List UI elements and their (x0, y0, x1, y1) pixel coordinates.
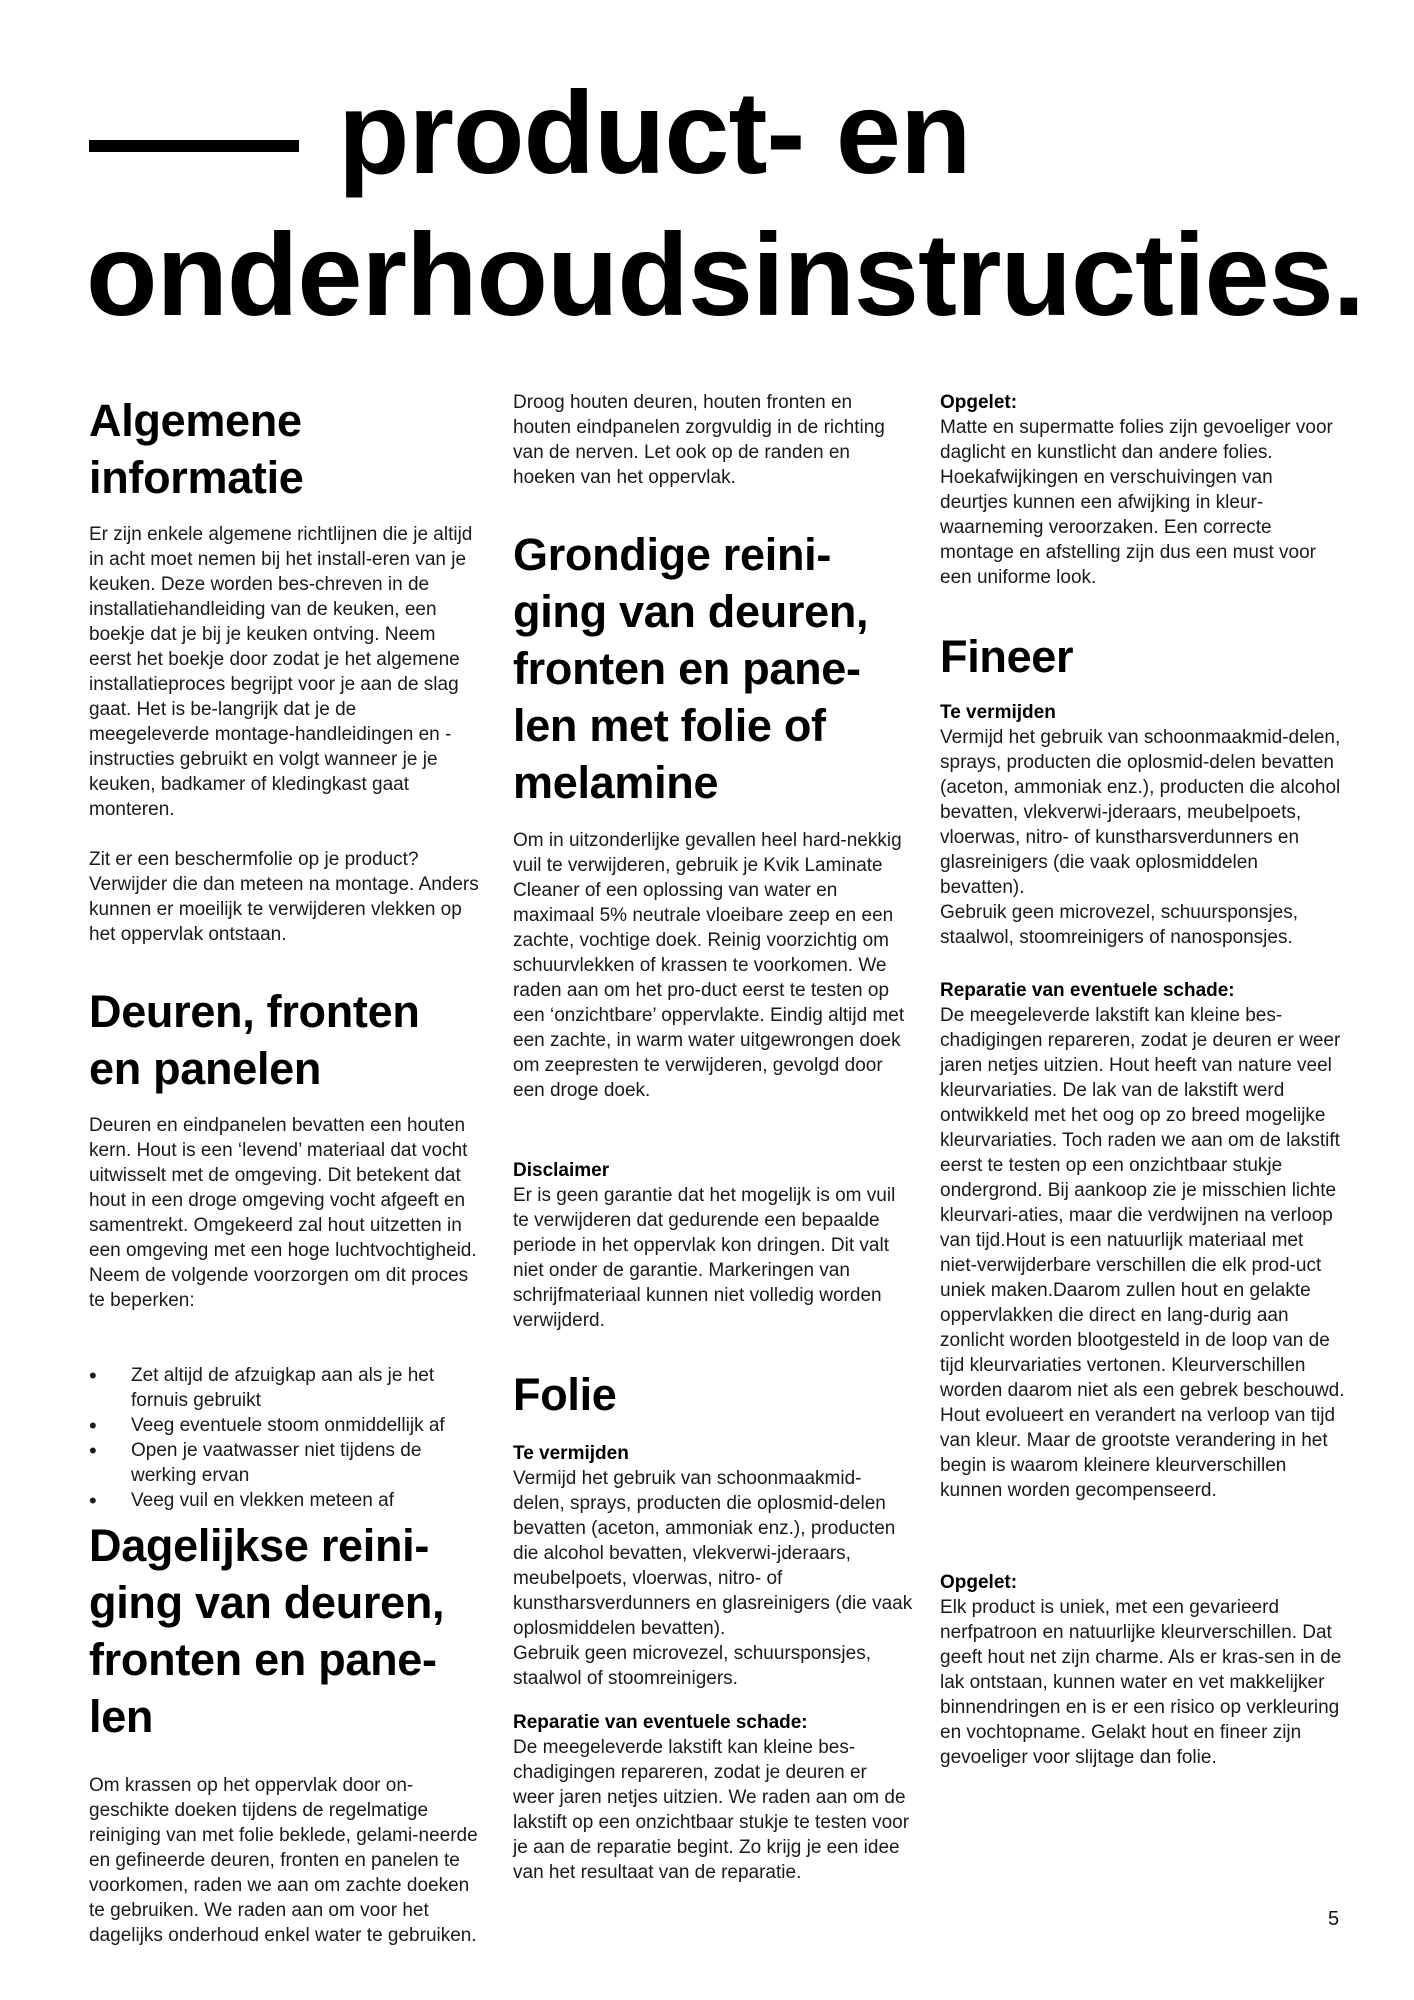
heading-grondige-reiniging: Grondige reini-ging van deuren, fronten en pane-len met folie of melamine (513, 529, 869, 808)
folie-avoid-block (513, 1441, 913, 1691)
fineer-repair-label: Reparatie van eventuele schade: (940, 980, 1235, 1001)
folie-avoid-text-2: Gebruik geen microvezel, schuursponsjes, staalwol of stoomreinigers. (513, 1643, 872, 1689)
heading-folie: Folie (513, 1369, 617, 1420)
section-deuren-fronten-panelen (89, 983, 479, 1097)
opgelet-text-1: Matte en supermatte folies zijn gevoeliger voor daglicht en kunstlicht dan andere folies. Hoekafwijkingen en verschuivingen van deurtjes kunnen een afwijking in kleur-waarneming veroorzaken. Een correcte montage en afstelling zijn dus een must voor een uniforme look. (940, 417, 1333, 588)
dagelijkse-paragraph: Om krassen op het oppervlak door on-geschikte doeken tijdens de regelmatige reiniging van met folie beklede, gelami-neerde en gefineerde deuren, fronten en panelen te voorkomen, raden we aan om zachte doeken te gebruiken. We raden aan om voor het dagelijks onderhoud enkel water te gebruiken. (89, 1775, 478, 1946)
folie-avoid-text: Vermijd het gebruik van schoonmaakmid-delen, sprays, producten die oplosmid-delen bevatten (aceton, ammoniak enz.), producten die alcohol bevatten, vlekverwi-jderaars, meubelpoets, vloerwas, nitro- of kunstharsverdunners en glasreinigers (die vaak oplosmiddelen bevatten). (513, 1468, 913, 1639)
page-title-line2: onderhoudsinstructies. (86, 209, 1365, 340)
heading-algemene-informatie: Algemene informatie (89, 395, 304, 503)
disclaimer-block (513, 1158, 913, 1333)
deuren-bullet-list-block (89, 1363, 489, 1513)
algemene-paragraph-1: Er zijn enkele algemene richtlijnen die je altijd in acht moet nemen bij het install-eren van je keuken. Deze worden bes-chreven in de installatiehandleiding van de keuken, een boekje dat je bij je keuken ontving. Neem eerst het boekje door zodat je het algemene installatieproces begrijpt voor je aan de slag gaat. Het is be-langrijk dat je de meegeleverde montage-handleidingen en -instructies gebruikt en volgt wanneer je je keuken, badkamer of kledingkast gaat monteren. (89, 524, 473, 820)
disclaimer-label: Disclaimer (513, 1160, 610, 1181)
section-folie (513, 1366, 913, 1423)
disclaimer-text: Er is geen garantie dat het mogelijk is om vuil te verwijderen dat gedurende een bepaalde periode in het oppervlak kon dringen. Dit valt niet onder de garantie. Markeringen van schrijfmateriaal kunnen niet volledig worden verwijderd. (513, 1185, 896, 1331)
bullet-item: • Zet altijd de afzuigkap aan als je het fornuis gebruikt (89, 1363, 489, 1413)
page-number: 5 (1328, 1908, 1340, 1930)
drying-intro-paragraph: Droog houten deuren, houten fronten en houten eindpanelen zorgvuldig in de richting van de nerven. Let ook op de randen en hoeken van het oppervlak. (513, 392, 885, 488)
opgelet-folies-block (940, 390, 1345, 590)
heading-dagelijkse-reiniging: Dagelijkse reini-ging van deuren, fronten en pane-len (89, 1520, 445, 1742)
heading-fineer: Fineer (940, 631, 1074, 682)
page-title-line1: product- en (338, 67, 971, 198)
bullet-item: • Veeg eventuele stoom onmiddellijk af (89, 1413, 489, 1438)
page-title (86, 62, 1364, 346)
algemene-paragraph-2: Zit er een beschermfolie op je product? Verwijder die dan meteen na montage. Anders kunnen er moeilijk te verwijderen vlekken op het oppervlak ontstaan. (89, 849, 479, 945)
folie-repair-label: Reparatie van eventuele schade: (513, 1712, 808, 1733)
folie-repair-text: De meegeleverde lakstift kan kleine bes-chadigingen repareren, zodat je deuren er weer jaren netjes uitzien. We raden aan om de lakstift op een onzichtbaar stukje te testen voor je aan de reparatie begint. Zo krijg je een idee van het resultaat van de reparatie. (513, 1737, 910, 1883)
fineer-avoid-text-2: Gebruik geen microvezel, schuursponsjes, staalwol, stoomreinigers of nanosponsjes. (940, 902, 1299, 948)
bullet-item: • Veeg vuil en vlekken meteen af (89, 1488, 489, 1513)
fineer-repair-block (940, 978, 1345, 1503)
section-dagelijkse-reiniging (89, 1517, 479, 1745)
fineer-avoid-block (940, 700, 1345, 950)
opgelet-text-2: Elk product is uniek, met een gevarieerd nerfpatroon en natuurlijke kleurverschillen. Dat geeft hout net zijn charme. Als er kras-sen in de lak ontstaan, kunnen water en vet makkelijker binnendringen en is er een risico op verkleuring en vochtopname. Gelakt hout en fineer zijn gevoeliger voor slijtage dan folie. (940, 1597, 1342, 1768)
opgelet-fineer-block (940, 1570, 1345, 1770)
heading-deuren-fronten-panelen: Deuren, fronten en panelen (89, 986, 420, 1094)
fineer-repair-text: De meegeleverde lakstift kan kleine bes-chadigingen repareren, zodat je deuren er weer jaren netjes uitzien. Hout heeft van nature veel kleurvariaties. De lak van de lakstift werd ontwikkeld met het oog op zo breed mogelijke kleurvariaties. Toch raden we aan om de lakstift eerst te testen op een onzichtbaar stukje ondergrond. Bij aankoop zie je misschien lichte kleurvari-aties, maar die verdwijnen na verloop van tijd.Hout is een natuurlijk materiaal met niet-verwijderbare verschillen die elk prod-uct uniek maken.Daarom zullen hout en gelakte oppervlakken die direct en lang-durig aan zonlicht worden blootgesteld in de loop van de tijd kleurvariaties vertonen. Kleurverschillen worden daarom niet als een gebrek beschouwd. Hout evolueert en verandert na verloop van tijd van kleur. Maar de grootste verandering in het begin is waarom kleinere kleurverschillen kunnen worden gecompenseerd. (940, 1005, 1345, 1501)
precautions-bullet-list (89, 1363, 489, 1513)
section-fineer (940, 628, 1345, 685)
grondige-paragraph-block (513, 828, 913, 1103)
deuren-paragraph-block (89, 1113, 479, 1313)
drying-intro-block (513, 390, 913, 490)
opgelet-label-2: Opgelet: (940, 1572, 1018, 1593)
grondige-paragraph: Om in uitzonderlijke gevallen heel hard-nekkig vuil te verwijderen, gebruik je Kvik Laminate Cleaner of een oplossing van water en maximaal 5% neutrale vloeibare zeep en een zachte, vochtige doek. Reinig voorzichtig om schuurvlekken of krassen te voorkomen. We raden aan om het pro-duct eerst te testen op een ‘onzichtbare’ oppervlakte. Eindig altijd met een zachte, in warm water uitgewrongen doek om zeepresten te verwijderen, gevolgd door een droge doek. (513, 830, 905, 1101)
deuren-paragraph: Deuren en eindpanelen bevatten een houten kern. Hout is een ‘levend’ materiaal dat vocht uitwisselt met de omgeving. Dit betekent dat hout in een droge omgeving vocht afgeeft en samentrekt. Omgekeerd zal hout uitzetten in een omgeving met een hoge luchtvochtigheid. Neem de volgende voorzorgen om dit proces te beperken: (89, 1115, 477, 1311)
fineer-avoid-label: Te vermijden (940, 702, 1056, 723)
section-algemene-informatie (89, 392, 479, 506)
algemene-paragraph-2-block (89, 847, 479, 947)
bullet-item: • Open je vaatwasser niet tijdens de werking ervan (89, 1438, 489, 1488)
algemene-paragraph-1-block (89, 522, 479, 822)
folie-repair-block (513, 1710, 913, 1885)
fineer-avoid-text: Vermijd het gebruik van schoonmaakmid-delen, sprays, producten die oplosmid-delen bevatten (aceton, ammoniak enz.), producten die alcohol bevatten, vlekverwi-jderaars, meubelpoets, vloerwas, nitro- of kunstharsverdunners en glasreinigers (die vaak oplosmiddelen bevatten). (940, 727, 1341, 898)
dagelijkse-paragraph-block (89, 1773, 479, 1948)
opgelet-label-1: Opgelet: (940, 392, 1018, 413)
folie-avoid-label: Te vermijden (513, 1443, 629, 1464)
section-grondige-reiniging (513, 526, 913, 811)
